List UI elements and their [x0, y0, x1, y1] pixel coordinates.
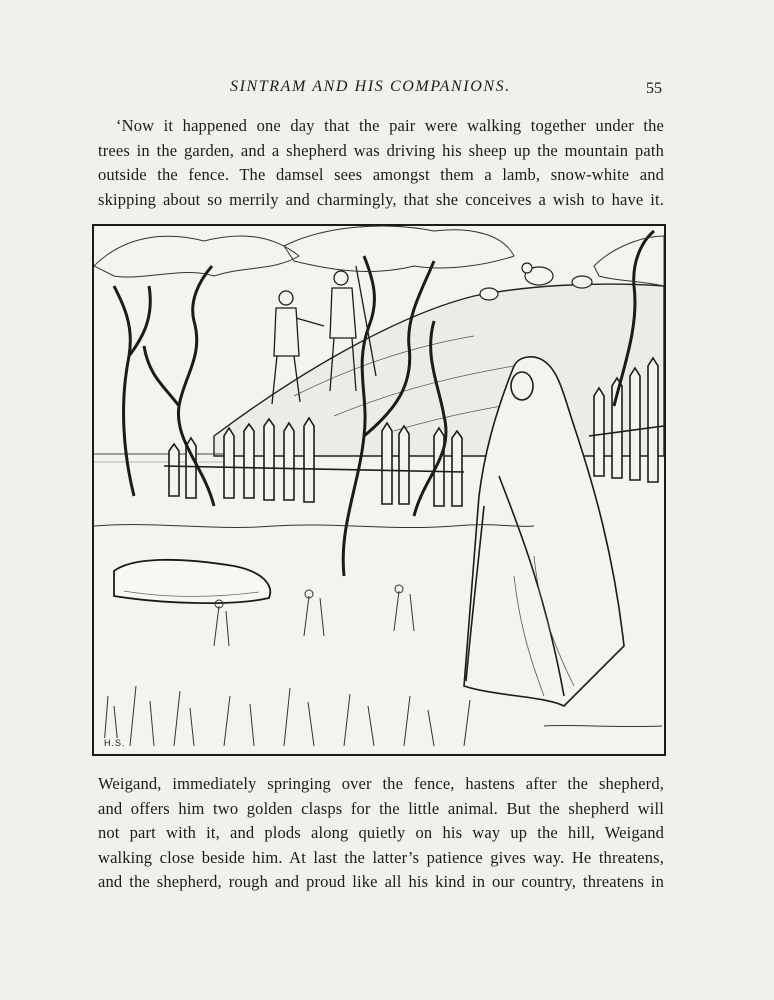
running-title: SINTRAM AND HIS COMPANIONS.: [230, 78, 511, 95]
text-line: Weigand, immediately springing over the fence, hastens after the shepherd,: [98, 774, 664, 793]
running-head: [0, 74, 774, 104]
paragraph-top: [98, 114, 664, 212]
text-line: not part with it, and plods along quietly on his way up the hill, Weigand: [98, 823, 664, 842]
text-line: skipping about so merrily and charmingly, that she conceives a wish to have it.: [98, 189, 664, 209]
text-line: and the shepherd, rough and proud like all his kind in our country, threatens in: [98, 872, 664, 891]
page-number: 55: [646, 80, 662, 97]
garden-scene-drawing: [94, 226, 664, 754]
artist-signature: H.S.: [104, 738, 126, 748]
text-line: ‘Now it happened one day that the pair were walking together under the: [116, 116, 664, 135]
paragraph-bottom: [98, 772, 664, 895]
text-line: walking close beside him. At last the latter’s patience gives way. He threatens,: [98, 847, 664, 867]
text-line: outside the fence. The damsel sees amongst them a lamb, snow-white and: [98, 165, 664, 184]
text-line: and offers him two golden clasps for the little animal. But the shepherd will: [98, 798, 664, 818]
engraving-illustration: [92, 224, 666, 756]
text-line: trees in the garden, and a shepherd was driving his sheep up the mountain path: [98, 140, 664, 160]
